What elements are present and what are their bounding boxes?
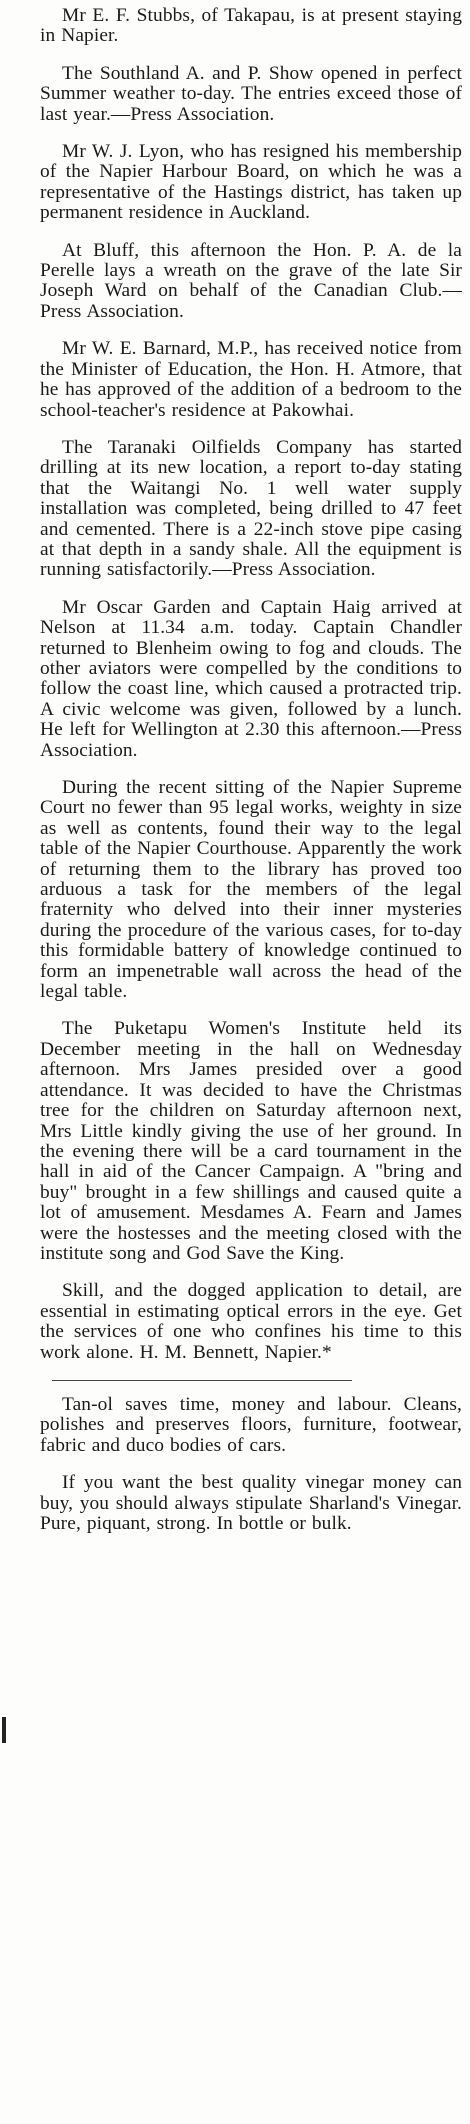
ad-tan-ol: Tan-ol saves time, money and labour. Cleans, polishes and preserves floors, furniture, footwear, fabric and duco bodies of cars. — [40, 1393, 462, 1456]
item-supreme-court: During the recent sitting of the Napier Supreme Court no fewer than 95 legal works, weighty in size as well as contents, found their way to the legal table of the Napier Courthouse. Apparently the work of returning them to the library has proved too arduous a task for the members of the legal fraternity who delved into their inner mysteries during the procedure of the various cases, for to-day this formidable battery of knowledge continued to form an impenetrable wall across the head of the legal table. — [40, 777, 462, 1003]
item-aviators: Mr Oscar Garden and Captain Haig arrived at Nelson at 11.34 a.m. today. Captain Chandler returned to Blenheim owing to fog and clouds. The other aviators were compelled by the conditions to follow the coast line, which caused a protracted trip. A civic welcome was given, followed by a lunch. He left for Wellington at 2.30 this afternoon.—Press Association. — [40, 596, 462, 761]
ad-sharland-vinegar: If you want the best quality vinegar money can buy, you should always stipulate Sharland's Vinegar. Pure, piquant, strong. In bottle or bulk. — [40, 1472, 462, 1534]
item-barnard: Mr W. E. Barnard, M.P., has received notice from the Minister of Education, the Hon. H. Atmore, that he has approved of the addition of a bedroom to the school-teacher's residence at Pakowhai. — [40, 338, 462, 421]
margin-mark — [2, 1717, 6, 1743]
item-puketapu-institute: The Puketapu Women's Institute held its December meeting in the hall on Wednesday afternoon. Mrs James presided over a good attendance. It was decided to have the Christmas tree for the children on Saturday afternoon next, Mrs Little kindly giving the use of her ground. In the evening there will be a card tournament in the hall in aid of the Cancer Campaign. A "bring and buy" brought in a few shillings and caused quite a lot of amusement. Mesdames A. Fearn and James were the hostesses and the meeting closed with the institute song and God Save the King. — [40, 1018, 462, 1264]
news-column — [40, 6, 462, 1551]
item-stubbs: Mr E. F. Stubbs, of Takapau, is at present staying in Napier. — [40, 5, 462, 47]
item-taranaki-oilfields: The Taranaki Oilfields Company has started drilling at its new location, a report to-day stating that the Waitangi No. 1 well water supply installation was completed, being drilled to 47 feet and cemented. There is a 22-inch stove pipe casing at that depth in a sandy shale. All the equipment is running satisfactorily.—Press Association. — [40, 436, 462, 581]
ad-bennett: Skill, and the dogged application to detail, are essential in estimating optical errors in the eye. Get the services of one who confines his time to this work alone. H. M. Bennett, Napier.* — [40, 1280, 462, 1363]
item-southland-show: The Southland A. and P. Show opened in perfect Summer weather to-day. The entries exceed those of last year.—Press Association. — [40, 62, 462, 125]
item-lyon: Mr W. J. Lyon, who has resigned his membership of the Napier Harbour Board, on which he was a representative of the Hastings district, has taken up permanent residence in Auckland. — [40, 141, 462, 224]
divider-rule — [52, 1380, 352, 1381]
item-bluff-wreath: At Bluff, this afternoon the Hon. P. A. de la Perelle lays a wreath on the grave of the late Sir Joseph Ward on behalf of the Canadian Club.—Press Association. — [40, 239, 462, 322]
